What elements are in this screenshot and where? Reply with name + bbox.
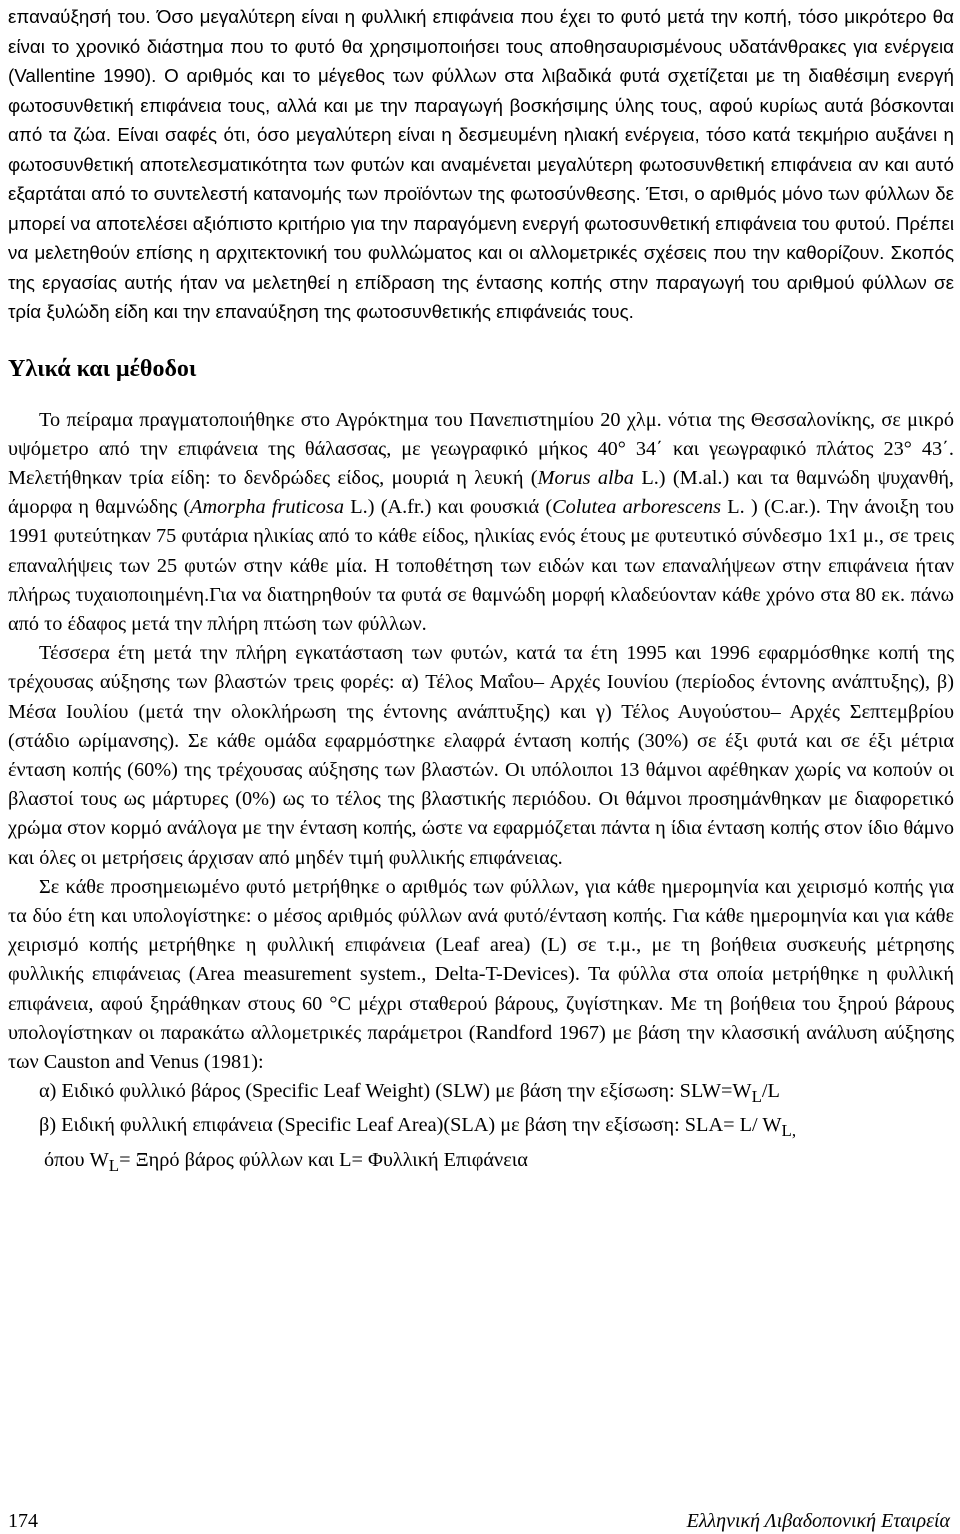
slw-equation — [679, 1080, 780, 1107]
journal-name: Ελληνική Λιβαδοπονική Εταιρεία — [686, 1510, 950, 1532]
species-name-amorpha: Amorpha fruticosa — [190, 496, 344, 519]
methods-paragraph-site — [8, 406, 954, 640]
methods-text: L. ) (C.ar.). Την άνοιξη του 1991 φυτεύτηκαν 75 φυτάρια ηλικίας από το κάθε είδος, ηλικίας ενός έτους με φυτευτικό σύνδεσμο 1x1 μ., σε τρεις επαναλήψεις των 25 φυτών στην κάθε μία. Η τοποθέτηση των ειδών και των επαναλήψεων στην επιφάνεια ήταν πλήρως τυχαιοποιημένη.Για να διατηρηθούν τα φυτά σε θαμνώδη μορφή κλαδεύονταν κάθε χρόνο στα 80 εκ. πάνω από το έδαφος μετά την πλήρη πτώση των φύλλων. — [8, 496, 954, 635]
methods-section — [8, 406, 954, 1180]
section-heading: Υλικά και μέθοδοι — [8, 355, 197, 382]
equation-part: W — [762, 1114, 782, 1137]
sla-equation — [762, 1114, 797, 1141]
slw-text: α) Ειδικό φυλλικό βάρος (Specific Leaf Weight) (SLW) με βάση την εξίσωση: — [39, 1080, 675, 1103]
equation-part: /L — [761, 1080, 780, 1103]
intro-paragraph: επαναύξησή του. Όσο μεγαλύτερη είναι η φυλλική επιφάνεια που έχει το φυτό μετά την κοπή, τόσο μικρότερο θα είναι το χρονικό διάστημα που το φυτό θα χρησιμοποιήσει τους αποθησαυρισμένους υδατάνθρακες για ενέργεια (Vallentine 1990). Ο αριθμός και το μέγεθος των φύλλων στα λιβαδικά φυτά σχετίζεται με τη διαθέσιμη ενεργή φωτοσυνθετική επιφάνεια τους, αλλά και με την παραγωγή βοσκήσιμης ύλης τους, αφού κυρίως αυτά βόσκονται από τα ζώα. Είναι σαφές ότι, όσο μεγαλύτερη είναι η δεσμευμένη ηλιακή ενέργεια, τόσο κατά τεκμήριο αυξάνει η φωτοσυνθετική αποτελεσματικότητα των φυτών και αναμένεται μεγαλύτερη φωτοσυνθετική επιφάνεια αν και αυτό εξαρτάται από το συντελεστή κατανομής των προϊόντων της φωτοσύνθεσης. Έτσι, ο αριθμός μόνο των φύλλων δε μπορεί να αποτελέσει αξιόπιστο κριτήριο για την παραγόμενη ενεργή φωτοσυνθετική επιφάνεια του φυτού. Πρέπει να μελετηθούν επίσης η αρχιτεκτονική του φυλλώματος και οι αλλομετρικές σχέσεις που την καθορίζουν. Σκοπός της εργασίας αυτής ήταν να μελετηθεί η επίδραση της έντασης κοπής στην παραγωγή του αριθμού φύλλων σε τρία ξυλώδη είδη και την επαναύξηση της φωτοσυνθετικής επιφάνειάς τους. — [8, 6, 954, 322]
species-name-morus: Morus alba — [537, 466, 634, 489]
equation-part: SLW=W — [679, 1080, 752, 1103]
sla-text: β) Ειδική φυλλική επιφάνεια (Specific Leaf Area)(SLA) με βάση την εξίσωση: SLA= L/ — [39, 1114, 758, 1137]
methods-paragraph-measurements: Σε κάθε προσημειωμένο φυτό μετρήθηκε ο αριθμός των φύλλων, για κάθε ημερομηνία και χειρισμό κοπής για τα δύο έτη και υπολογίστηκε: ο μέσος αριθμός φύλλων ανά φυτό/ένταση κοπής. Για κάθε ημερομηνία και για κάθε χειρισμό κοπής μετρήθηκε η φυλλική επιφάνεια (Leaf area) (L) σε τ.μ., με τη βοήθεια συσκευής μέτρησης φυλλικής επιφάνειας (Area measurement system., Delta-T-Devices). Τα φύλλα στα οποία μετρήθηκε η φυλλική επιφάνεια, αφού ξηράθηκαν στους 60 °C μέχρι σταθερού βάρους, ζυγίστηκαν. Με τη βοήθεια του ξηρού βάρους υπολογίστηκαν οι παρακάτω αλλομετρικές παράμετροι (Randford 1967) με βάση την κλασσική ανάλυση αύξησης των Causton and Venus (1981): — [8, 875, 954, 1073]
definition-subscript: L — [108, 1155, 120, 1175]
methods-text: L.) (M.al.) και τα θαμνώδη ψυχανθή, άμορφα η θαμνώδης ( — [8, 466, 954, 519]
species-name-colutea: Colutea arborescens — [552, 496, 721, 519]
methods-text: L.) (A.fr.) και φουσκιά ( — [343, 496, 553, 519]
methods-text: Το πείραμα πραγματοποιήθηκε στο Αγρόκτημα του Πανεπιστημίου 20 χλμ. νότια της Θεσσαλονίκης, σε μικρό υψόμετρο από την επιφάνεια της θάλασσας, με γεωγραφικό μήκος 40° 34΄ και γεωγραφικό πλάτος 23° 43΄. Μελετήθηκαν τρία είδη: το δενδρώδες είδος, μουριά η λευκή ( — [8, 408, 954, 489]
slw-definition — [8, 1077, 954, 1111]
definition-text: όπου W — [44, 1148, 109, 1171]
definition-text: = Ξηρό βάρος φύλλων και L= Φυλλική Επιφάνεια — [119, 1148, 528, 1171]
variable-definitions — [8, 1146, 954, 1180]
equation-subscript: L — [751, 1087, 762, 1107]
sla-definition — [8, 1111, 954, 1145]
document-page — [8, 0, 954, 1534]
methods-paragraph-cutting: Τέσσερα έτη μετά την πλήρη εγκατάσταση των φυτών, κατά τα έτη 1995 και 1996 εφαρμόσθηκε κοπή της τρέχουσας αύξησης των βλαστών τρεις φορές: α) Τέλος Μαΐου– Αρχές Ιουνίου (περίοδος έντονης ανάπτυξης), β) Μέσα Ιουλίου (μετά την ολοκλήρωση της έντονης ανάπτυξης) και γ) Τέλος Αυγούστου– Αρχές Σεπτεμβρίου (στάδιο ωρίμανσης). Σε κάθε ομάδα εφαρμόστηκε ελαφρά ένταση κοπής (30%) σε έξι φυτά και σε έξι μέτρια ένταση κοπής (60%) της τρέχουσας αύξησης των βλαστών. Οι υπόλοιποι 13 θάμνοι αφέθηκαν χωρίς να κοπούν οι βλαστοί τους ως μάρτυρες (0%) ως το τέλος της βλαστικής περιόδου. Οι θάμνοι προσημάνθηκαν με διαφορετικό χρώμα στον κορμό ανάλογα με την ένταση κοπής, ώστε να εφαρμόζεται πάντα η ίδια ένταση κοπής στον ίδιο θάμνο και όλες οι μετρήσεις άρχισαν από μηδέν τιμή φυλλικής επιφάνειας. — [8, 642, 954, 869]
equation-subscript: L, — [781, 1121, 797, 1141]
page-number: 174 — [8, 1510, 38, 1532]
